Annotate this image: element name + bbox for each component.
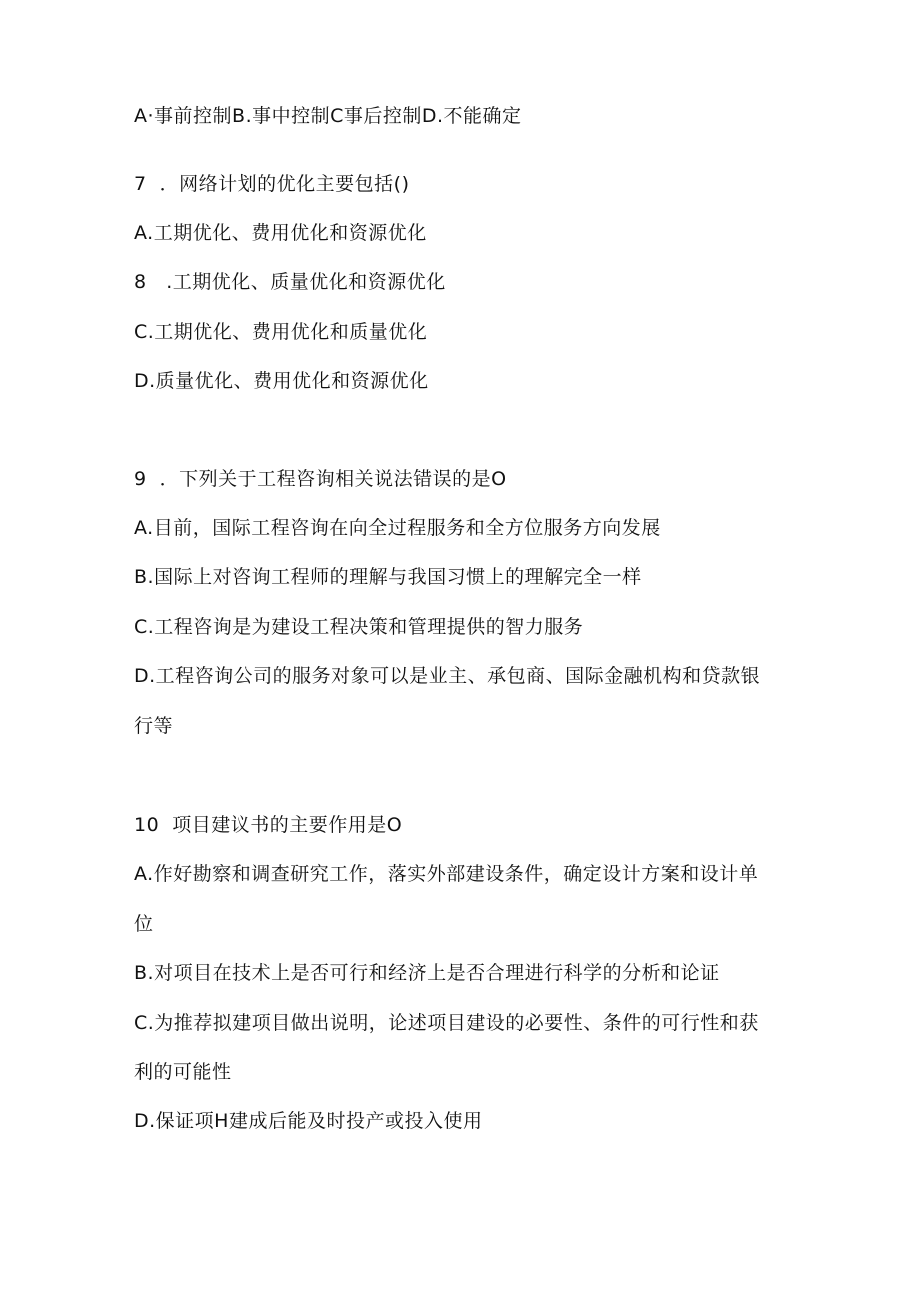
q10-option-a: A.作好勘察和调查研究工作，落实外部建设条件，确定设计方案和设计单 bbox=[134, 863, 759, 885]
question-9: 9 ．下列关于工程咨询相关说法错误的是O bbox=[134, 468, 507, 490]
question-10: 10 项目建议书的主要作用是O bbox=[134, 814, 403, 836]
q9-option-a: A.目前，国际工程咨询在向全过程服务和全方位服务方向发展 bbox=[134, 517, 661, 539]
q9-option-d-cont: 行等 bbox=[134, 715, 174, 737]
q7-option-b: 8 .工期优化、质量优化和资源优化 bbox=[134, 271, 446, 293]
q10-option-d: D.保证项H建成后能及时投产或投入使用 bbox=[134, 1110, 483, 1132]
answer-options-q6: A·事前控制B.事中控制C事后控制D.不能确定 bbox=[134, 105, 522, 127]
question-7: 7 ．网络计划的优化主要包括() bbox=[134, 173, 410, 195]
q7-option-d: D.质量优化、费用优化和资源优化 bbox=[134, 370, 429, 392]
q9-option-d: D.工程咨询公司的服务对象可以是业主、承包商、国际金融机构和贷款银 bbox=[134, 665, 761, 687]
q10-option-c: C.为推荐拟建项目做出说明，论述项目建设的必要性、条件的可行性和获 bbox=[134, 1012, 759, 1034]
q10-option-a-cont: 位 bbox=[134, 913, 154, 935]
q7-option-a: A.工期优化、费用优化和资源优化 bbox=[134, 222, 427, 244]
q10-option-c-cont: 利的可能性 bbox=[134, 1061, 232, 1083]
q9-option-c: C.工程咨询是为建设工程决策和管理提供的智力服务 bbox=[134, 616, 584, 638]
q7-option-c: C.工期优化、费用优化和质量优化 bbox=[134, 321, 428, 343]
q9-option-b: B.国际上对咨询工程师的理解与我国习惯上的理解完全一样 bbox=[134, 566, 642, 588]
q10-option-b: B.对项目在技术上是否可行和经济上是否合理进行科学的分析和论证 bbox=[134, 962, 720, 984]
